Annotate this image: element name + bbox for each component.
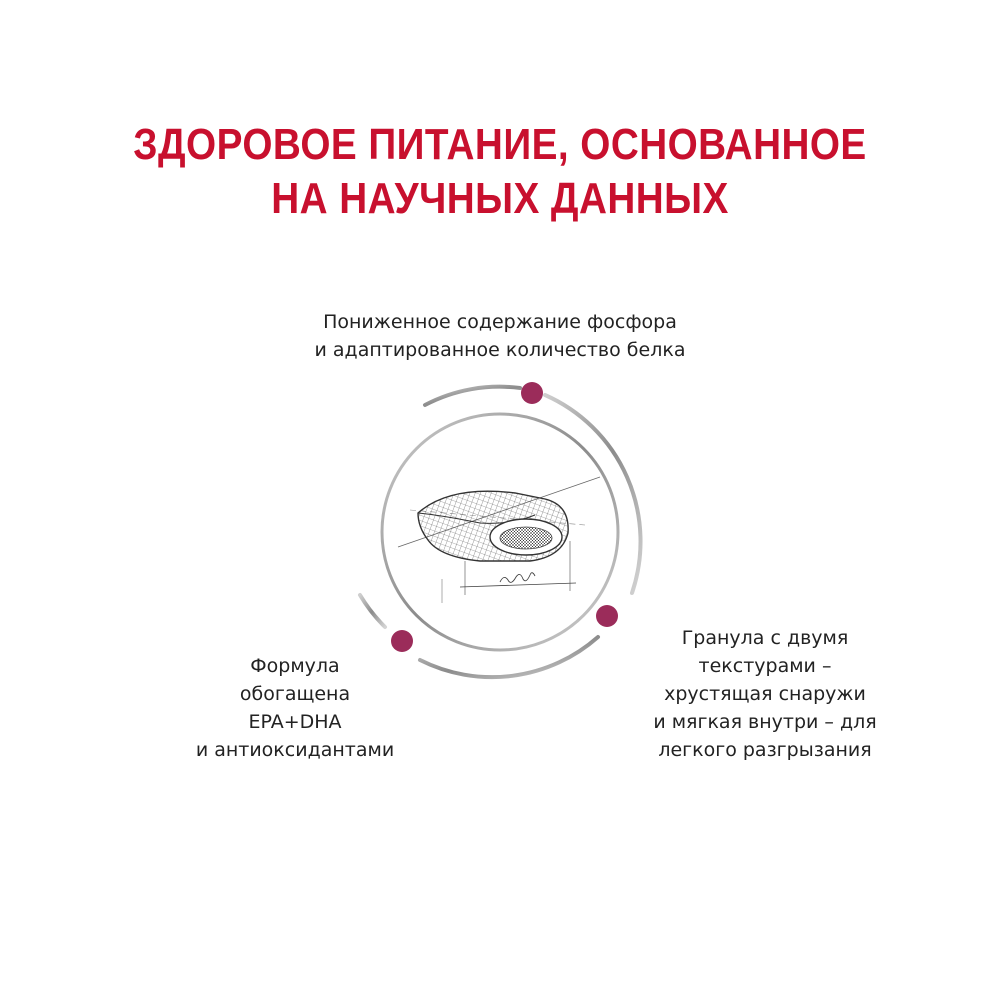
benefit-left-line-3: EPA+DHA	[248, 711, 342, 733]
benefit-right-line-4: и мягкая внутри – для	[653, 711, 877, 733]
benefit-top-line-2: и адаптированное количество белка	[314, 339, 686, 361]
benefit-right-line-2: текстурами –	[698, 655, 832, 677]
benefit-right-line-1: Гранула с двумя	[681, 627, 849, 649]
benefit-phosphorus-protein	[290, 308, 710, 364]
headline	[60, 118, 940, 226]
headline-line-2: НА НАУЧНЫХ ДАННЫХ	[271, 174, 729, 223]
bullet-dot-left	[391, 630, 413, 652]
benefit-left-line-4: и антиоксидантами	[195, 739, 395, 761]
benefit-left-line-1: Формула	[250, 655, 340, 677]
kibble-sketch-icon	[398, 477, 600, 603]
benefit-right-line-5: легкого разгрызания	[658, 739, 872, 761]
headline-line-1: ЗДОРОВОЕ ПИТАНИЕ, ОСНОВАННОЕ	[133, 120, 867, 169]
benefit-left-line-2: обогащена	[239, 683, 351, 705]
benefit-right-line-3: хрустящая снаружи	[664, 683, 866, 705]
benefit-dual-texture	[610, 624, 920, 764]
benefit-top-line-1: Пониженное содержание фосфора	[323, 311, 677, 333]
bullet-dot-top	[521, 382, 543, 404]
benefit-epa-dha	[170, 652, 420, 764]
